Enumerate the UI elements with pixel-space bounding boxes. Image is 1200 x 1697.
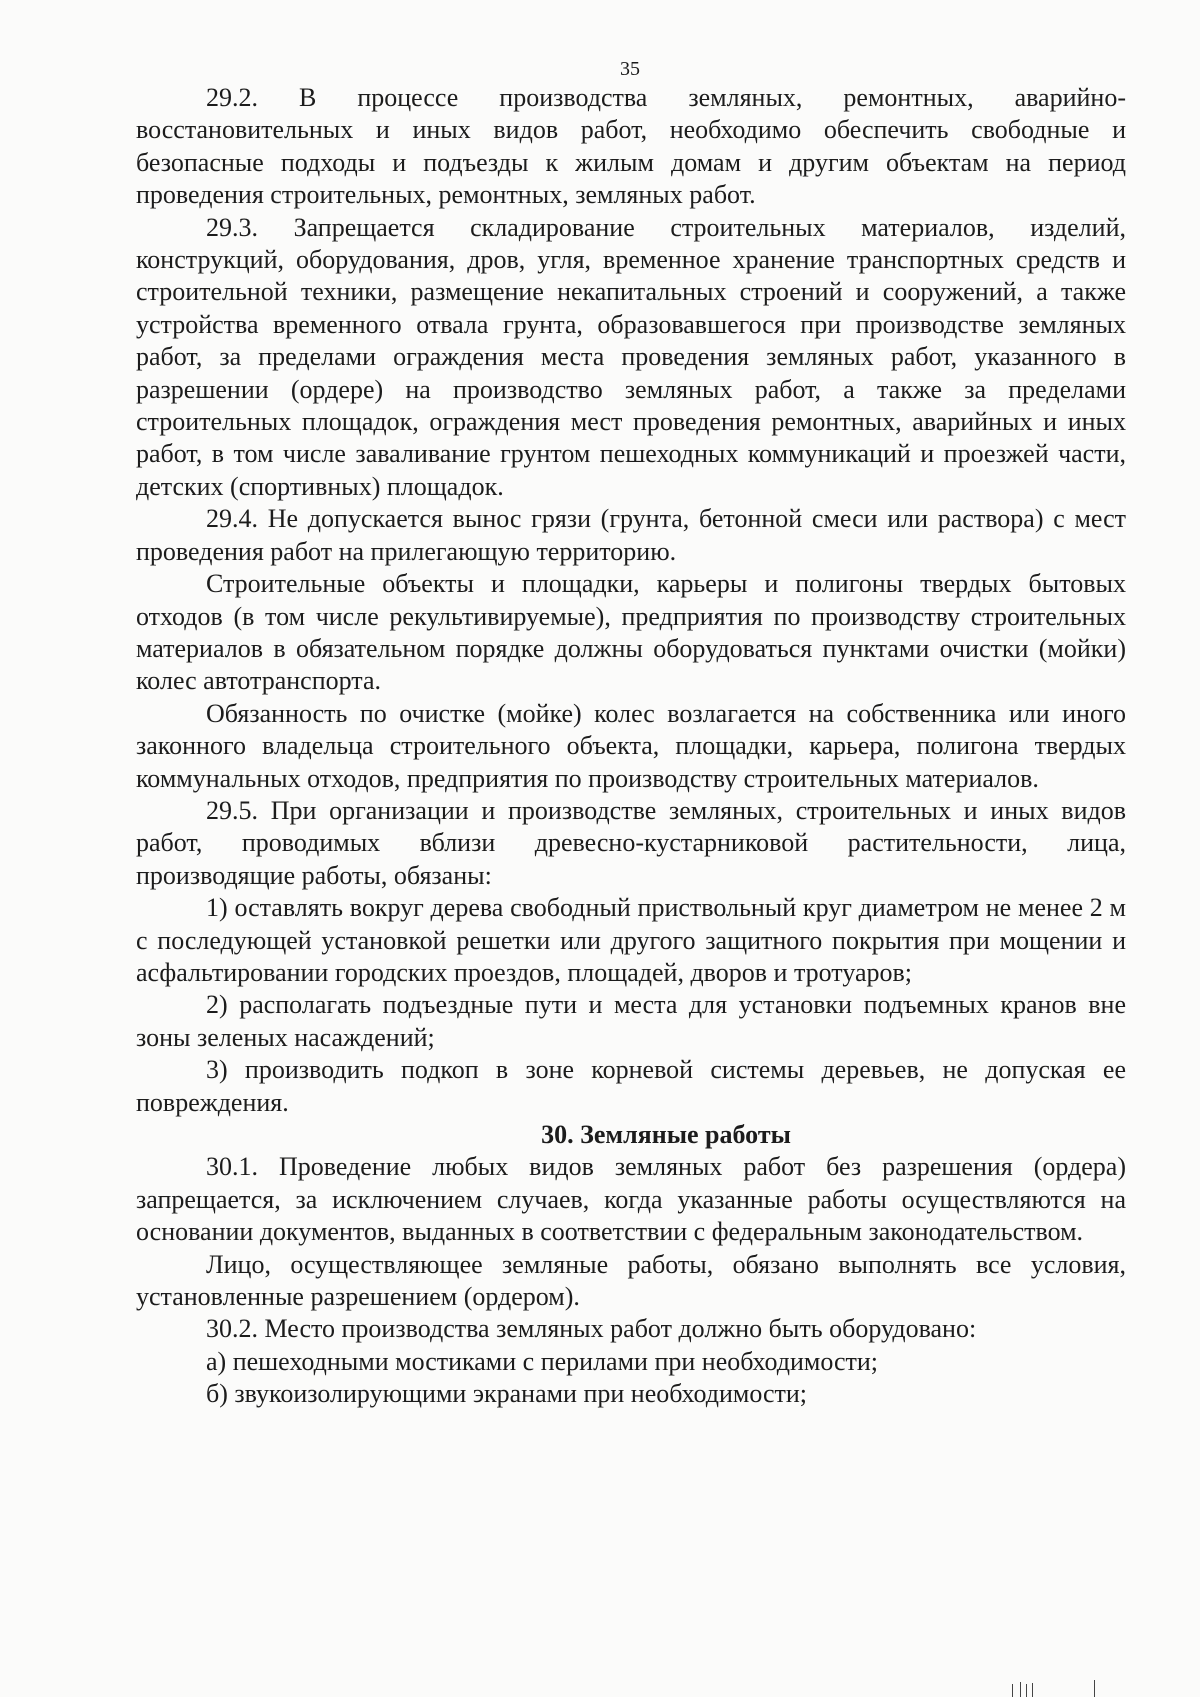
paragraph-construction-sites: Строительные объекты и площадки, карьеры и полигоны твердых бытовых отходов (в том числе рекультивируемые), предприятия по производству строительных материалов в обязательном порядке должны оборудоваться пунктами очистки (мойки) колес автотранспорта. [136,569,1126,696]
paragraph-30-2: 30.2. Место производства земляных работ должно быть оборудовано: [206,1314,977,1344]
scan-artifact [1020,1682,1021,1697]
paragraph-obligations: Лицо, осуществляющее земляные работы, обязано выполнять все условия, установленные разрешением (ордером). [136,1249,1126,1312]
list-item-a: а) пешеходными мостиками с перилами при необходимости; [206,1346,879,1376]
scan-artifact [1012,1684,1013,1697]
scan-artifact [1032,1683,1033,1697]
list-item-1: 1) оставлять вокруг дерева свободный приствольный круг диаметром не менее 2 м с последующей установкой решетки или другого защитного покрытия при мощении и асфальтировании городских проездов, площадей, дворов и тротуаров; [136,893,1126,987]
list-item-2: 2) располагать подъездные пути и места для установки подъемных кранов вне зоны зеленых насаждений; [136,990,1126,1052]
page-number: 35 [620,58,640,80]
section-heading-30: 30. Земляные работы [541,1120,791,1149]
paragraph-30-1: 30.1. Проведение любых видов земляных работ без разрешения (ордера) запрещается, за исключением случаев, когда указанные работы осуществляются на основании документов, выданных в соответствии с федеральным законодательством. [136,1152,1126,1247]
paragraph-29-3: 29.3. Запрещается складирование строительных материалов, изделий, конструкций, оборудования, дров, угля, временное хранение транспортных средств и строительной техники, размещение некапитальных строений и сооружений, а также устройства временного отвала грунта, образовавшегося при производстве земляных работ, за пределами ограждения места проведения земляных работ, указанного в разрешении (ордере) на производство земляных работ, а также за пределами строительных площадок, ограждения мест проведения ремонтных, аварийных и иных работ, в том числе заваливание грунтом пешеходных коммуникаций и проезжей части, детских (спортивных) площадок. [136,212,1126,501]
list-item-3: 3) производить подкоп в зоне корневой системы деревьев, не допуская ее повреждения. [136,1055,1126,1117]
paragraph-29-4: 29.4. Не допускается вынос грязи (грунта, бетонной смеси или раствора) с мест проведения работ на прилегающую территорию. [136,504,1126,566]
document-body [136,82,1126,1411]
paragraph-29-2: 29.2. В процессе производства земляных, ремонтных, аварийно-восстановительных и иных видов работ, необходимо обеспечить свободные и безопасные подходы и подъезды к жилым домам и другим объектам на период проведения строительных, ремонтных, земляных работ. [136,83,1126,210]
scan-artifact [1026,1684,1027,1697]
list-item-b: б) звукоизолирующими экранами при необходимости; [206,1379,808,1409]
paragraph-wheel-cleaning: Обязанность по очистке (мойке) колес возлагается на собственника или иного законного владельца строительного объекта, площадки, карьера, полигона твердых коммунальных отходов, предприятия по производству строительных материалов. [136,698,1126,793]
scan-artifact [1094,1680,1095,1697]
paragraph-29-5: 29.5. При организации и производстве земляных, строительных и иных видов работ, проводимых вблизи древесно-кустарниковой растительности, лица, производящие работы, обязаны: [136,795,1126,890]
